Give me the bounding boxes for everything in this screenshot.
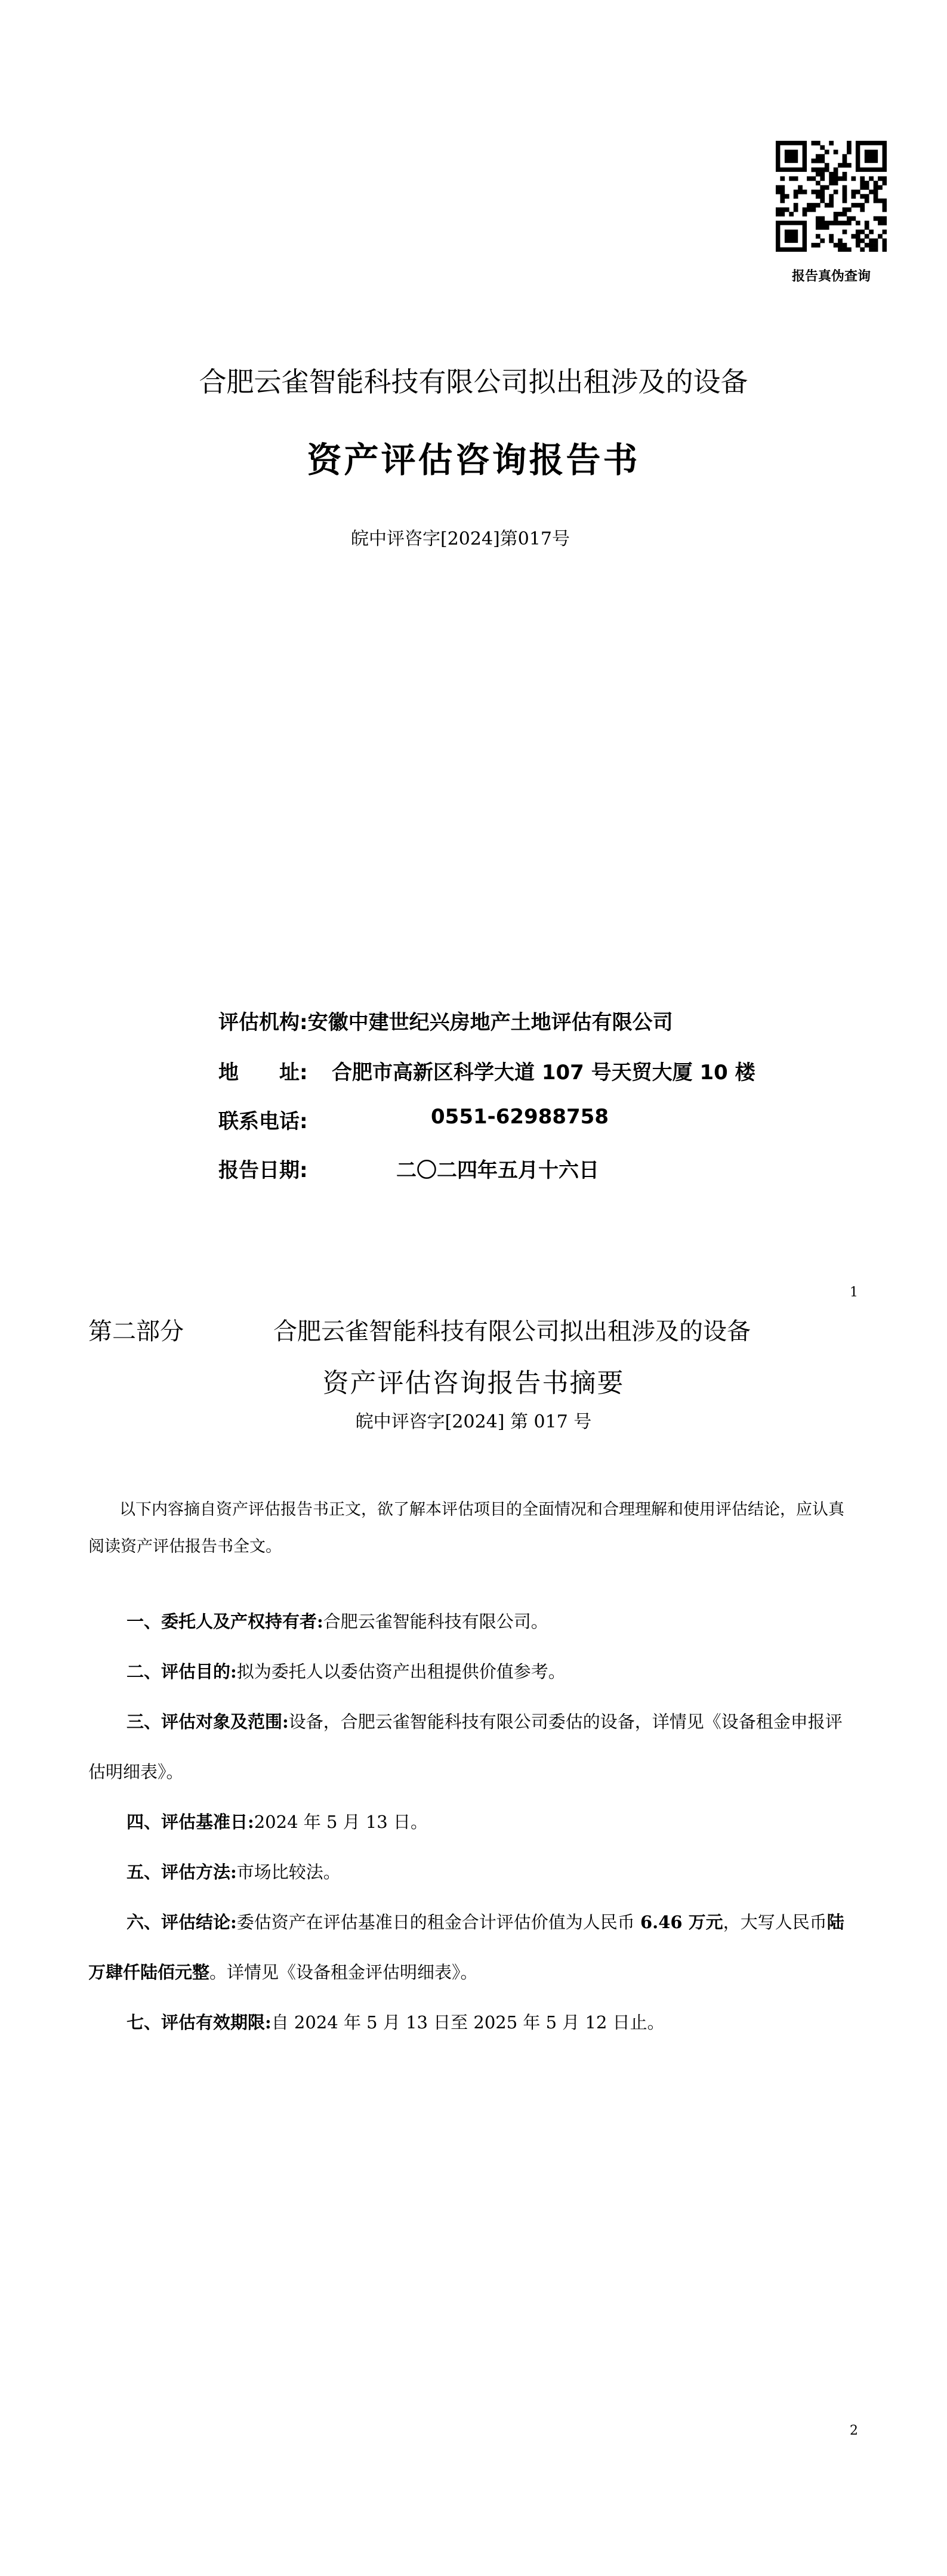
summary-item: [88, 1897, 858, 1997]
summary-item: [88, 1647, 858, 1697]
info-row-org: [218, 1006, 673, 1035]
summary-item: [88, 1697, 858, 1797]
date-value: 二〇二四年五月十六日: [396, 1159, 599, 1182]
item-text: 市场比较法。: [236, 1862, 341, 1882]
org-label: 评估机构:: [218, 1011, 308, 1034]
page-number: 1: [850, 1285, 858, 1300]
cover-title: 合肥云雀智能科技有限公司拟出租涉及的设备: [199, 366, 748, 398]
cover-subtitle: 资产评估咨询报告书: [307, 440, 640, 480]
summary-document-number: 皖中评咨字[2024] 第 017 号: [355, 1411, 592, 1432]
summary-subtitle: 资产评估咨询报告书摘要: [322, 1368, 625, 1398]
summary-item: [88, 1596, 858, 1647]
cover-document-number: 皖中评咨字[2024]第017号: [351, 529, 570, 549]
summary-item: [88, 1797, 858, 1847]
address-label: 地 址:: [218, 1061, 308, 1085]
part-label: 第二部分: [88, 1318, 184, 1345]
item-label: 七、评估有效期限:: [127, 2012, 272, 2033]
valuation-amount-words: 陆万肆仟陆佰元整: [88, 1912, 844, 1982]
org-value: 安徽中建世纪兴房地产土地评估有限公司: [307, 1011, 673, 1034]
item-label: 二、评估目的:: [127, 1661, 237, 1682]
item-label: 五、评估方法:: [127, 1862, 237, 1882]
item-text: 自 2024 年 5 月 13 日至 2025 年 5 月 12 日止。: [271, 2012, 665, 2033]
summary-title: 合肥云雀智能科技有限公司拟出租涉及的设备: [273, 1318, 751, 1345]
info-row-date: [218, 1154, 599, 1183]
qr-code-icon[interactable]: [776, 141, 887, 252]
info-row-address: [218, 1056, 755, 1085]
phone-value: 0551-62988758: [431, 1105, 609, 1129]
item-text: 2024 年 5 月 13 日。: [254, 1812, 428, 1832]
phone-label: 联系电话:: [218, 1110, 308, 1133]
summary-item: [88, 1997, 858, 2047]
item-label: 三、评估对象及范围:: [127, 1712, 289, 1732]
item-label: 四、评估基准日:: [127, 1812, 254, 1832]
valuation-amount: 6.46 万元: [640, 1912, 723, 1932]
qr-caption: 报告真伪查询: [791, 268, 871, 284]
item-text: ，大写人民币: [723, 1912, 827, 1932]
item-text: 委估资产在评估基准日的租金合计评估价值为人民币: [236, 1912, 640, 1932]
info-row-phone: [218, 1105, 609, 1134]
item-text: 拟为委托人以委估资产出租提供价值参考。: [236, 1661, 566, 1682]
summary-intro: 以下内容摘自资产评估报告书正文，欲了解本评估项目的全面情况和合理理解和使用评估结论，应认真阅读资产评估报告书全文。: [88, 1500, 844, 1556]
item-text: 设备，合肥云雀智能科技有限公司委估的设备，详情见《设备租金申报评估明细表》。: [88, 1712, 843, 1782]
summary-item: [88, 1847, 858, 1897]
item-text: 合肥云雀智能科技有限公司。: [323, 1611, 548, 1632]
item-label: 六、评估结论:: [127, 1912, 237, 1932]
item-label: 一、委托人及产权持有者:: [127, 1611, 323, 1632]
address-value: 合肥市高新区科学大道 107 号天贸大厦 10 楼: [332, 1061, 755, 1085]
date-label: 报告日期:: [218, 1159, 308, 1182]
page-number: 2: [850, 2423, 858, 2438]
item-text: 。详情见《设备租金评估明细表》。: [209, 1962, 478, 1982]
